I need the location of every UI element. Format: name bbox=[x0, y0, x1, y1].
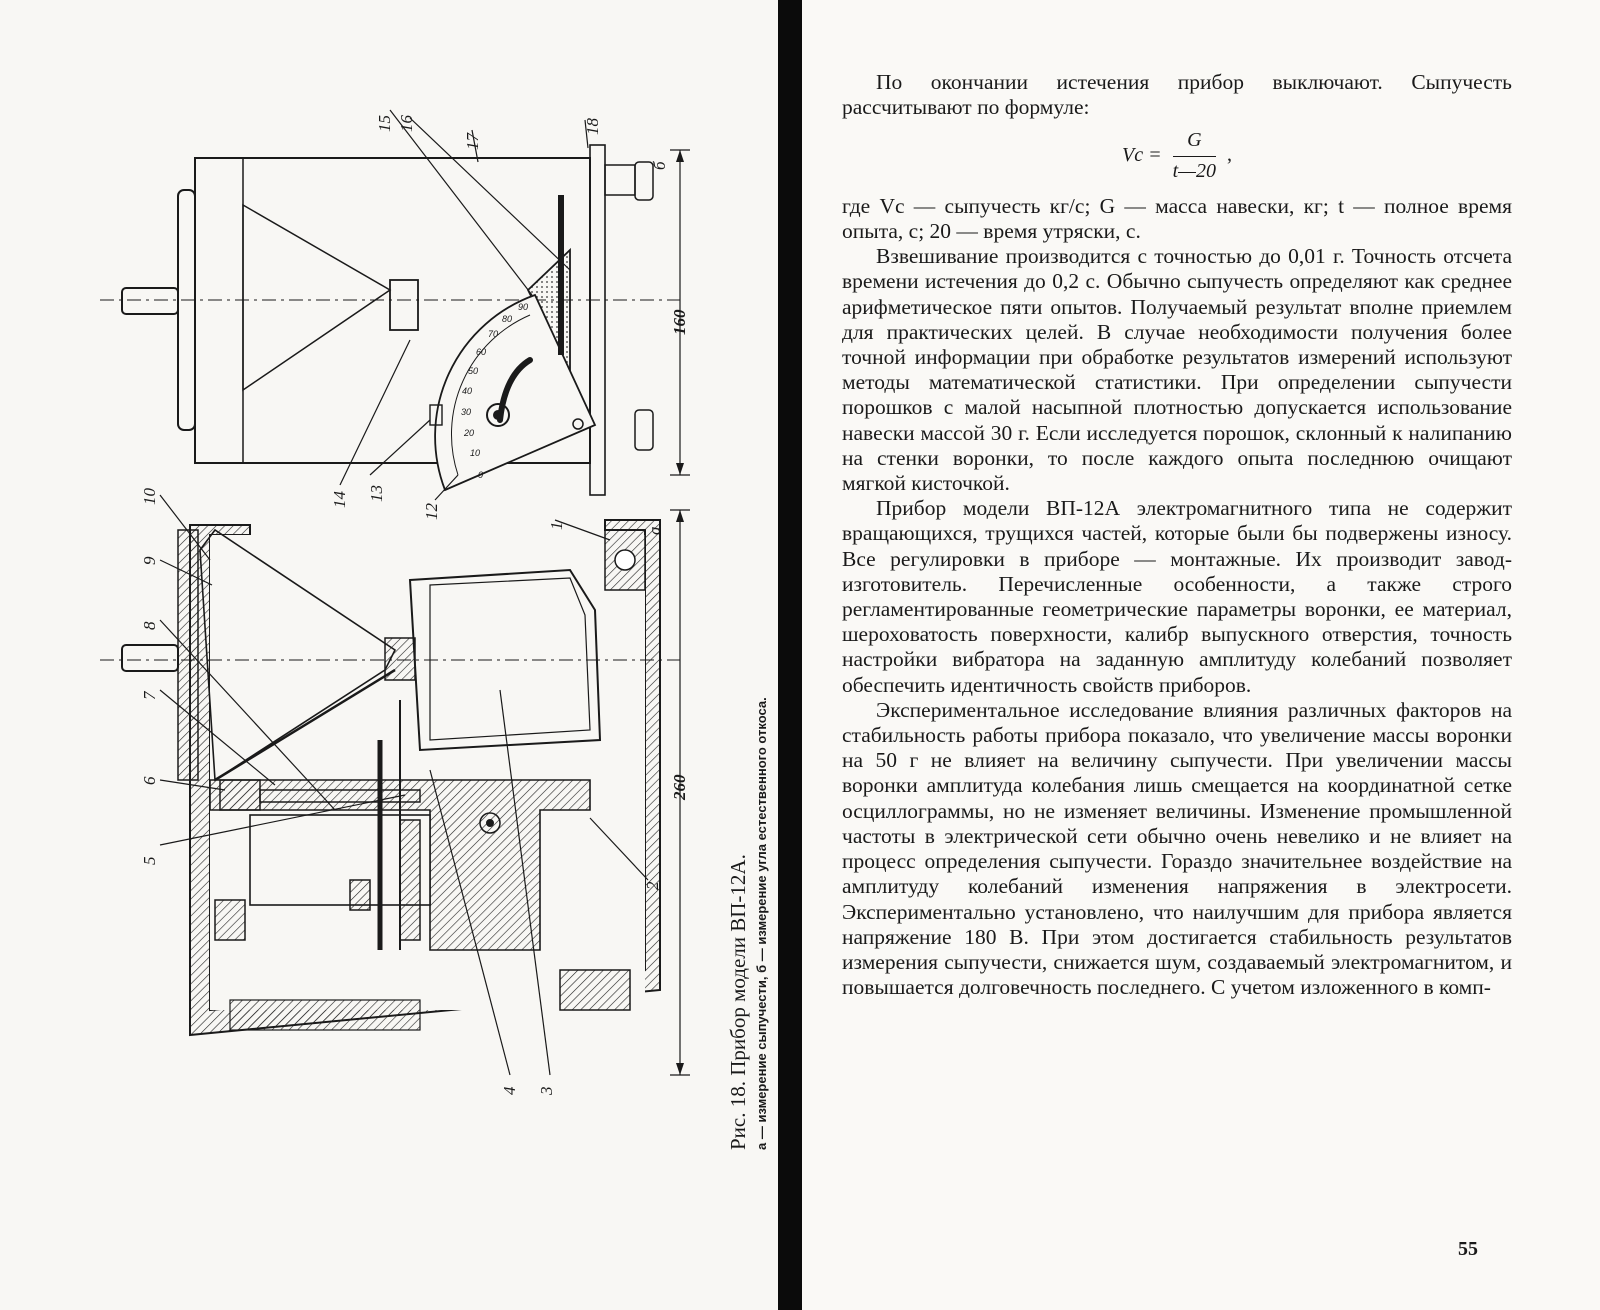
callout-18: 18 bbox=[583, 118, 602, 135]
callout-1: 1 bbox=[547, 521, 566, 530]
dimension-260: 260 bbox=[670, 774, 689, 800]
callout-13: 13 bbox=[367, 485, 386, 502]
scale-tick: 90 bbox=[518, 302, 529, 312]
flowability-formula bbox=[842, 128, 1512, 183]
paragraph-4: Прибор модели ВП-12А электромагнитного типа не содержит вращающихся, трущихся частей, которые были бы подвержены износу. Все регулировки в приборе — монтажные. Их производит завод-изготовитель. Перечисленные особенности, а также строго регламентированные геометрические параметры воронки, ее материал, шероховатость поверхности, калибр выпускного отверстия, точность настройки вибратора на заданную амплитуду колебаний позволяет обеспечить идентичность свойств приборов. bbox=[842, 496, 1512, 697]
formula-numerator: G bbox=[1173, 128, 1216, 156]
dimension-160: 160 bbox=[670, 309, 689, 335]
scale-tick: 0 bbox=[478, 470, 484, 480]
callout-15: 15 bbox=[375, 115, 394, 132]
figure-caption-title: Рис. 18. Прибор модели ВП-12А. bbox=[726, 854, 750, 1150]
scale-tick: 60 bbox=[476, 347, 487, 357]
paragraph-1: По окончании истечения прибор выключают. Сыпучесть рассчитывают по формуле: bbox=[842, 70, 1512, 120]
formula-denominator: t—20 bbox=[1172, 159, 1216, 182]
callout-10: 10 bbox=[140, 488, 159, 505]
callout-4: 4 bbox=[500, 1086, 519, 1095]
callout-8: 8 bbox=[140, 621, 159, 630]
callout-5: 5 bbox=[140, 856, 159, 865]
scale-tick: 30 bbox=[461, 407, 472, 417]
callout-6: 6 bbox=[140, 776, 159, 785]
device-drawing-figure bbox=[100, 90, 700, 1130]
callout-2: 2 bbox=[643, 881, 662, 890]
formula-trail: , bbox=[1226, 143, 1232, 166]
page-number: 55 bbox=[1458, 1238, 1478, 1260]
scale-tick: 10 bbox=[470, 448, 481, 458]
callout-9: 9 bbox=[140, 556, 159, 565]
scale-tick: 50 bbox=[468, 366, 479, 376]
callout-7: 7 bbox=[140, 691, 159, 700]
callout-12: 12 bbox=[422, 503, 441, 520]
paragraph-5: Экспериментальное исследование влияния различных факторов на стабильность работы прибора показало, что увеличение массы воронки на 50 г не влияет на величину сыпучести. При увеличении массы воронки амплитуда колебания лишь смещается на координатной сетке осциллограммы, но не изменяет величины. Изменение промышленной частоты в электрической сети обычно очень невелико и не влияет на процесс определения сыпучести. Гораздо значительнее воздействие на амплитуду колебаний изменения напряжения в электросети. Экспериментально установлено, что наилучшим для прибора является напряжение 180 В. При этом достигается стабильность результатов измерения сыпучести, снижается шум, создаваемый электромагнитом, и повышается долговечность последнего. С учетом изложенного в комп- bbox=[842, 697, 1512, 1000]
scale-tick: 20 bbox=[464, 428, 475, 438]
scale-tick: 80 bbox=[502, 314, 513, 324]
part-label-a: а bbox=[645, 526, 664, 535]
formula-lhs: Vc = bbox=[1122, 144, 1162, 167]
scale-tick: 70 bbox=[488, 329, 499, 339]
scale-tick: 40 bbox=[462, 386, 473, 396]
paragraph-2: где Vc — сыпучесть кг/с; G — масса навески, кг; t — полное время опыта, с; 20 — время утряски, с. bbox=[842, 193, 1512, 244]
callout-3: 3 bbox=[537, 1086, 556, 1095]
figure-caption bbox=[725, 550, 795, 1150]
callout-17: 17 bbox=[463, 133, 482, 150]
formula-fraction bbox=[1173, 128, 1216, 183]
part-label-b: б bbox=[650, 161, 669, 170]
callout-16: 16 bbox=[397, 115, 416, 132]
view-b-angle-of-repose bbox=[100, 110, 690, 500]
body-text bbox=[842, 70, 1512, 1000]
figure-caption-subtitle: а — измерение сыпучести, б — измерение угла естественного откоса. bbox=[754, 697, 769, 1150]
paragraph-3: Взвешивание производится с точностью до 0,01 г. Точность отсчета времени истечения до 0,2 с. Обычно сыпучесть определяют как среднее арифметическое пяти опытов. Получаемый результат вполне приемлем для практических целей. В случае необходимости получения более точной информации при обработке результатов измерений используют методы математической статистики. При определении сыпучести порошков с малой насыпной плотностью допускается использование навески массой 30 г. Если исследуется порошок, склонный к налипанию на стенки воронки, то после каждого опыта последнюю очищают мягкой кисточкой. bbox=[842, 244, 1512, 496]
view-a-flowability bbox=[100, 495, 690, 1075]
callout-14: 14 bbox=[330, 491, 349, 508]
